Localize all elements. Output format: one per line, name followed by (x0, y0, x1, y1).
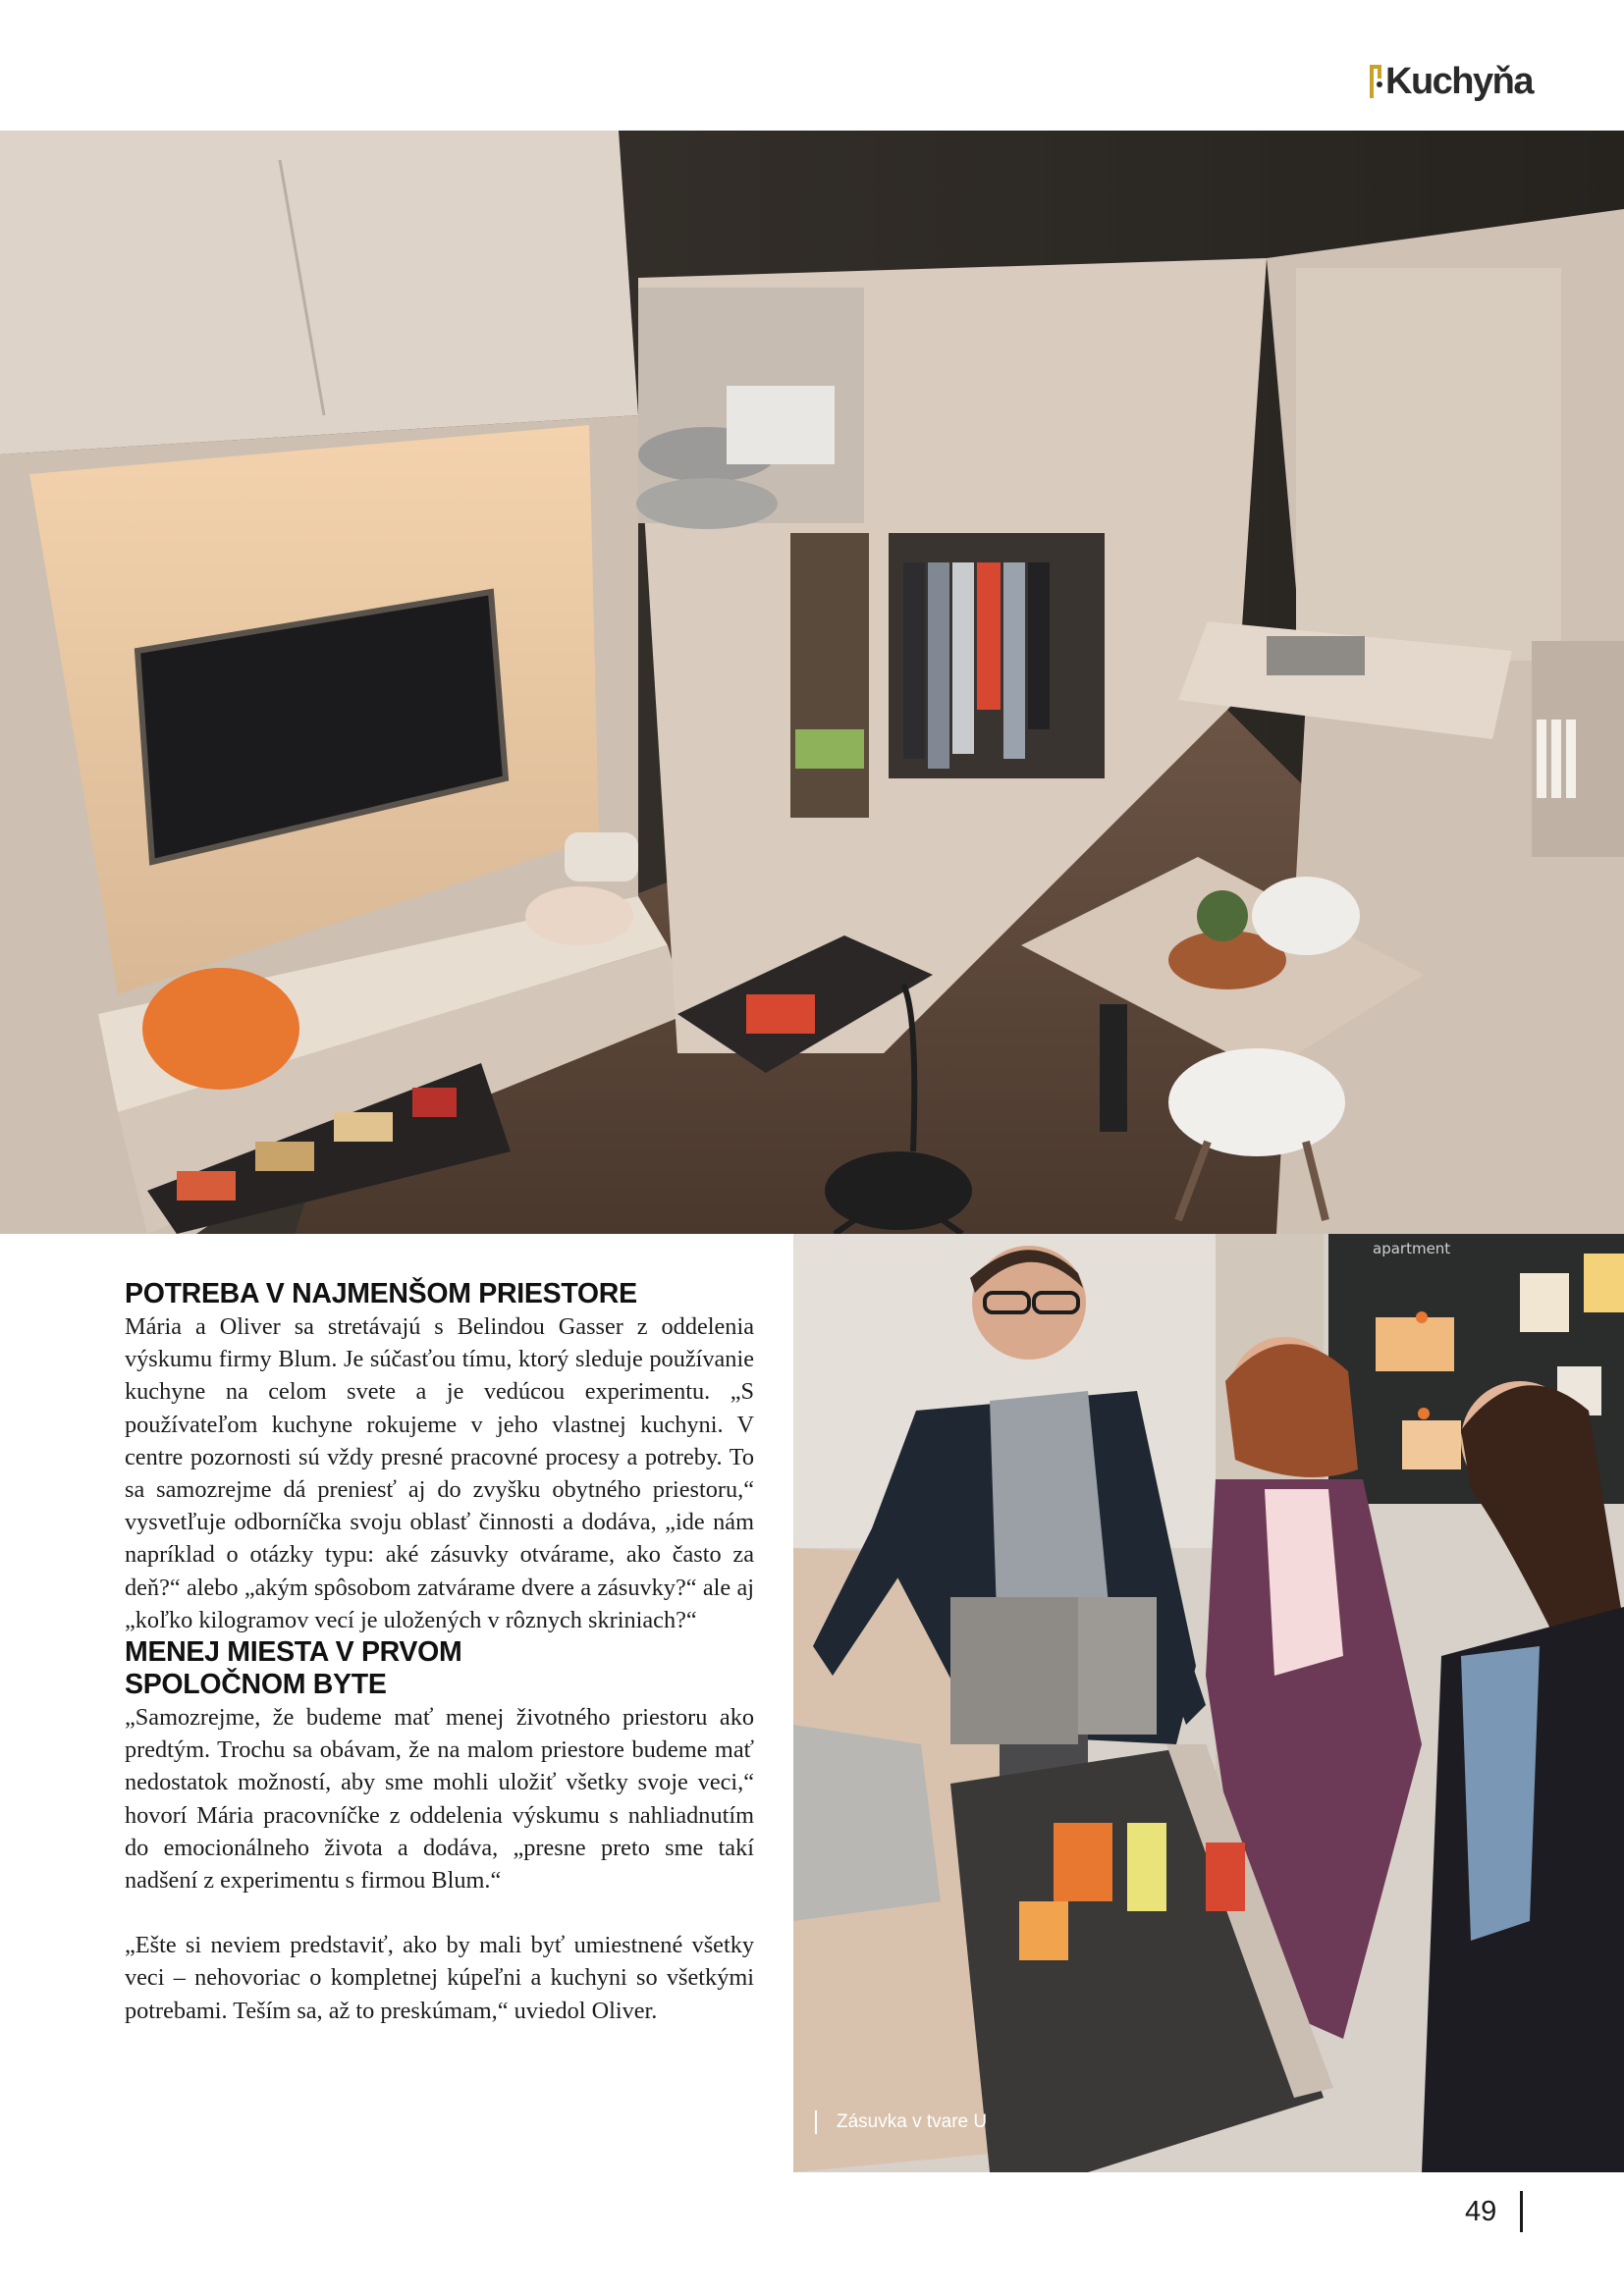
upper-cabinet-left (0, 131, 638, 454)
section2-heading-line2: SPOLOČNOM BYTE (125, 1669, 387, 1701)
page-number: 49 (1465, 2196, 1497, 2227)
logo-text: Kuchyňa (1385, 61, 1533, 102)
caption-text: Zásuvka v tvare U (837, 2111, 988, 2132)
photo-drawer-demonstration (793, 1234, 1624, 2172)
hero-photo-apartment-interior (0, 131, 1624, 1234)
logo-mark-icon (1368, 61, 1387, 102)
section1-heading: POTREBA V NAJMENŠOM PRIESTORE (125, 1278, 637, 1309)
section1-paragraph: Mária a Oliver sa stretávajú s Belindou Gasser z oddelenia výskumu firmy Blum. Je súčasťou tímu, ktorý sleduje používanie kuchyne na celom svete a je vedúcou experimentu. „S používateľom kuchyne rokujeme v jeho vlastnej kuchyni. V centre pozornosti sú vždy presné pracovné procesy a potreby. To sa samozrejme dá preniesť aj do zvyšku obytného priestoru,“ vysvetľuje odborníčka svoju oblasť činnosti a dodáva, „ide nám napríklad o otázky typu: aké zásuvky otvárame, ako často za deň?“ alebo „akým spôsobom zatvárame dvere a zásuvky?“ ale aj „koľko kilogramov vecí je uložených v rôznych skriniach?“ (125, 1313, 754, 1633)
orange-pillow (142, 968, 299, 1090)
waste-bin (950, 1597, 1078, 1744)
section2-paragraph: „Samozrejme, že budeme mať menej životného priestoru ako predtým. Trochu sa obávam, že na malom priestore budeme mať nedostatok možností, aby sme mohli uložiť všetky svoje veci,“ hovorí Mária pracovníčke z oddelenia výskumu s nahliadnutím do emocionálneho života a dodáva, „presne preto sme takí nadšení z experimentu s firmou Blum.“ (125, 1704, 754, 1895)
section2-heading-line1: MENEJ MIESTA V PRVOM (125, 1636, 462, 1669)
photo-caption (815, 2107, 987, 2138)
caption-divider (815, 2110, 817, 2134)
section3-paragraph: „Ešte si neviem predstaviť, ako by mali byť umiestnené všetky veci – nehovoriac o kompletnej kúpeľni a kuchyni so všetkými potrebami. Teším sa, až to preskúmam,“ uviedol Oliver. (125, 1932, 754, 2024)
side-table (825, 1151, 972, 1230)
section2-heading (125, 1636, 754, 1701)
board-text: apartment (1373, 1240, 1451, 1257)
magazine-logo (1368, 57, 1533, 108)
article-column (125, 1278, 754, 2027)
page-number-rule (1520, 2191, 1523, 2232)
